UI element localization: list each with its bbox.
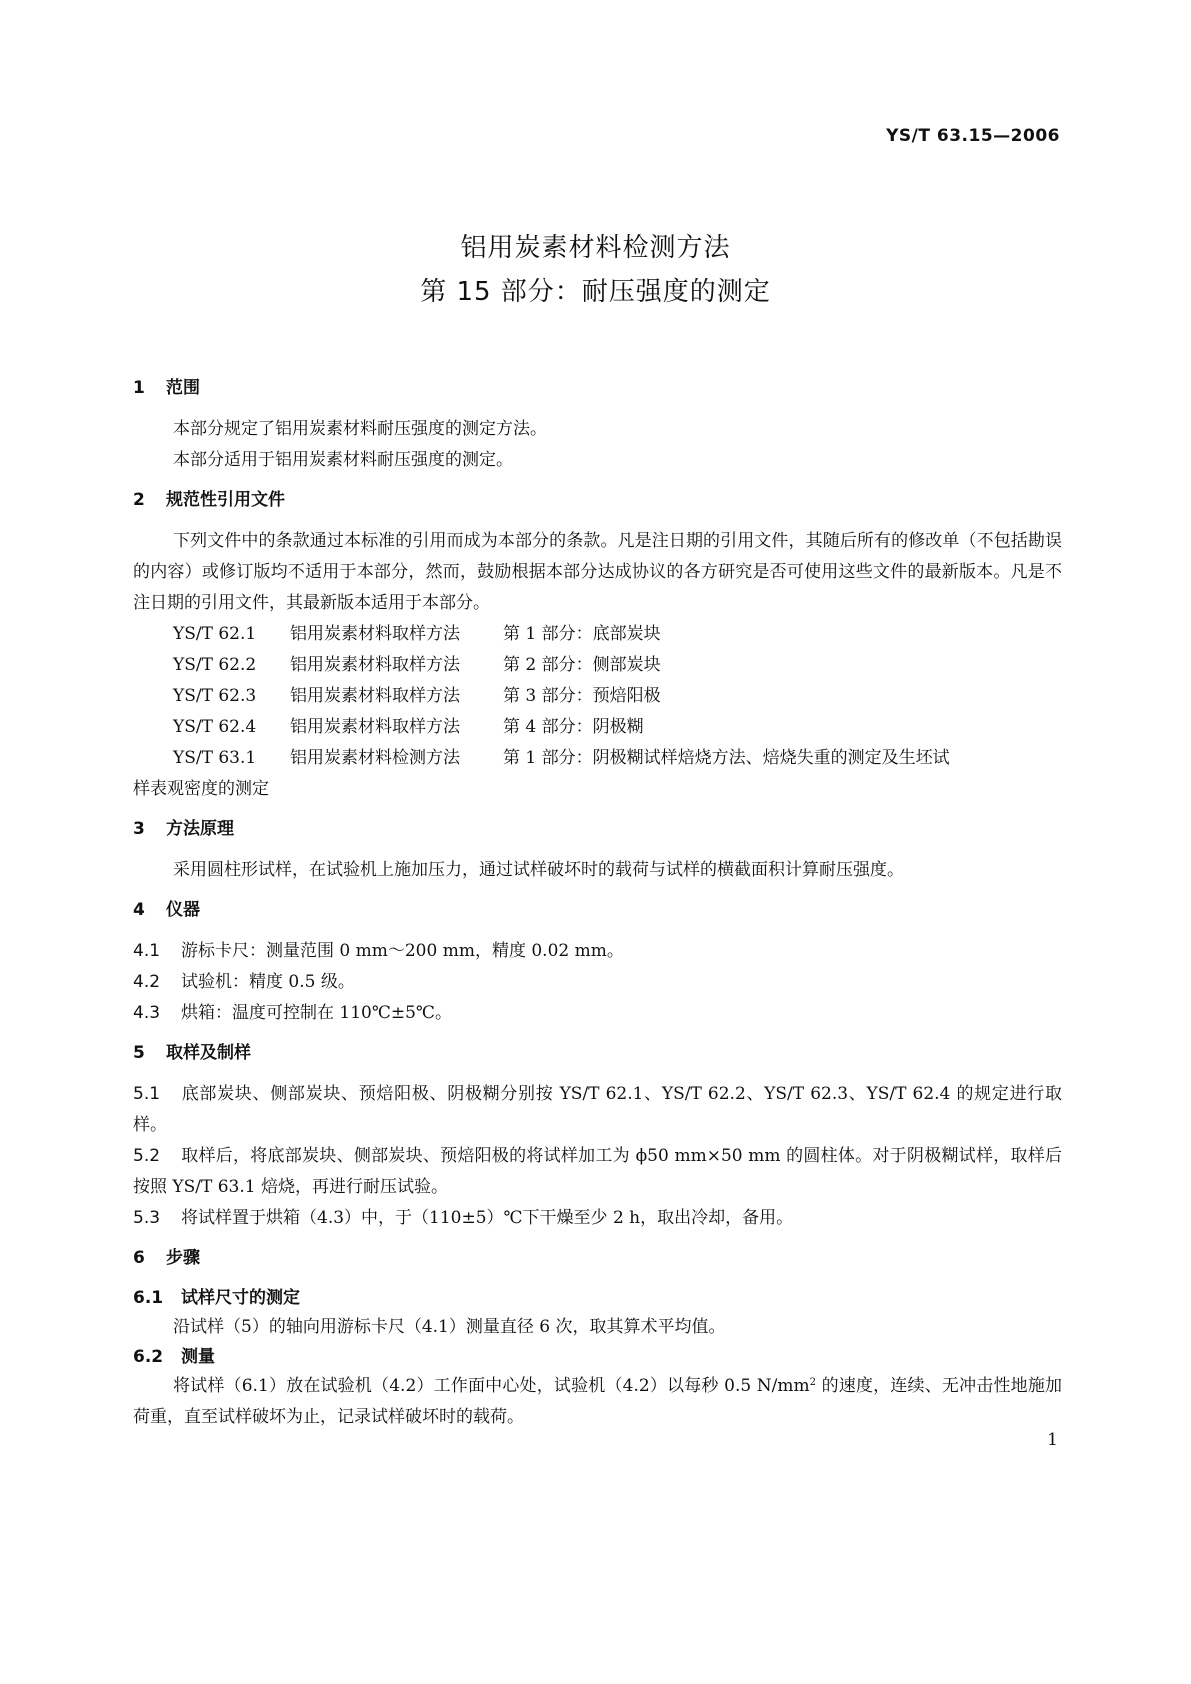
reference-code: YS/T 63.1 [173,748,257,768]
paragraph: 本部分适用于铝用炭素材料耐压强度的测定。 [173,450,513,470]
clause-text: 试验机：精度 0.5 级。 [181,972,355,992]
section-number: 4 [133,900,145,920]
section-number: 3 [133,819,145,839]
reference-item [133,650,1062,681]
reference-item [133,712,1062,743]
document-title [0,226,1191,314]
section-title: 仪器 [166,900,200,920]
page-number: 1 [1047,1430,1058,1450]
clause-item [133,1079,1062,1141]
superscript: 2 [809,1377,817,1388]
clause-text: 烘箱：温度可控制在 110℃±5℃。 [181,1003,452,1023]
section-number: 1 [133,378,145,398]
clause-number: 4.1 [133,941,161,961]
paragraph [133,1371,1062,1433]
reference-code: YS/T 62.4 [173,717,257,737]
clause-text: 将试样置于烘箱（4.3）中，于（110±5）℃下干燥至少 2 h，取出冷却，备用。 [181,1208,794,1228]
clause-text: 游标卡尺：测量范围 0 mm～200 mm，精度 0.02 mm。 [181,941,624,961]
clause-item [133,1141,1062,1203]
reference-name: 铝用炭素材料取样方法 [290,655,460,675]
clause-number: 4.2 [133,972,161,992]
section-title: 步骤 [166,1248,200,1268]
title-line-1: 铝用炭素材料检测方法 [460,233,731,263]
reference-name: 铝用炭素材料取样方法 [290,717,460,737]
reference-name: 铝用炭素材料检测方法 [290,748,460,768]
reference-item [133,743,1062,774]
reference-item [133,681,1062,712]
clause-item [133,936,1062,967]
paragraph: 沿试样（5）的轴向用游标卡尺（4.1）测量直径 6 次，取其算术平均值。 [173,1317,726,1337]
subsection-title: 测量 [181,1347,215,1367]
section-title: 规范性引用文件 [166,490,285,510]
section-5-heading [133,1041,1062,1065]
reference-name: 铝用炭素材料取样方法 [290,624,460,644]
section-title: 范围 [166,378,200,398]
subsection-title: 试样尺寸的测定 [181,1288,300,1308]
text-run: 的速度，连续、无冲击性地施加荷重，直至试样破坏为止，记录试样破坏时的载荷。 [133,1376,1062,1427]
section-6-heading [133,1246,1062,1270]
paragraph: 下列文件中的条款通过本标准的引用而成为本部分的条款。凡是注日期的引用文件，其随后所有的修改单（不包括勘误的内容）或修订版均不适用于本部分，然而，鼓励根据本部分达成协议的各方研究是否可使用这些文件的最新版本。凡是不注日期的引用文件，其最新版本适用于本部分。 [133,531,1062,613]
clause-number: 5.2 [133,1146,161,1166]
section-title: 取样及制样 [166,1043,251,1063]
clause-item [133,967,1062,998]
section-title: 方法原理 [166,819,234,839]
reference-code: YS/T 62.2 [173,655,257,675]
clause-item [133,1203,1062,1234]
clause-item [133,998,1062,1029]
paragraph: 采用圆柱形试样，在试验机上施加压力，通过试样破坏时的载荷与试样的横截面积计算耐压强度。 [173,860,904,880]
reference-continuation: 样表观密度的测定 [133,779,269,799]
reference-part: 第 3 部分：预焙阳极 [503,686,661,706]
section-number: 5 [133,1043,145,1063]
subsection-6-2-heading [133,1343,1062,1371]
section-3-heading [133,817,1062,841]
reference-part: 第 4 部分：阴极糊 [503,717,644,737]
standard-number: YS/T 63.15—2006 [886,126,1060,146]
text-run: 将试样（6.1）放在试验机（4.2）工作面中心处，试验机（4.2）以每秒 0.5 N/mm [173,1376,810,1396]
reference-code: YS/T 62.3 [173,686,257,706]
reference-name: 铝用炭素材料取样方法 [290,686,460,706]
clause-number: 4.3 [133,1003,161,1023]
paragraph: 本部分规定了铝用炭素材料耐压强度的测定方法。 [173,419,547,439]
reference-part: 第 2 部分：侧部炭块 [503,655,661,675]
section-1-heading [133,376,1062,400]
clause-number: 5.3 [133,1208,161,1228]
section-4-heading [133,898,1062,922]
title-line-2: 第 15 部分：耐压强度的测定 [420,277,771,307]
clause-text: 底部炭块、侧部炭块、预焙阳极、阴极糊分别按 YS/T 62.1、YS/T 62.2、YS/T 62.3、YS/T 62.4 的规定进行取样。 [133,1084,1062,1135]
subsection-number: 6.1 [133,1288,164,1308]
clause-text: 取样后，将底部炭块、侧部炭块、预焙阳极的将试样加工为 ϕ50 mm×50 mm 的圆柱体。对于阴极糊试样，取样后按照 YS/T 63.1 焙烧，再进行耐压试验。 [133,1146,1062,1197]
document-body [133,376,1062,1433]
subsection-6-1-heading [133,1284,1062,1312]
clause-number: 5.1 [133,1084,161,1104]
section-number: 2 [133,490,145,510]
reference-part: 第 1 部分：底部炭块 [503,624,661,644]
reference-code: YS/T 62.1 [173,624,257,644]
reference-part: 第 1 部分：阴极糊试样焙烧方法、焙烧失重的测定及生坯试 [503,748,950,768]
reference-item [133,619,1062,650]
section-2-heading [133,488,1062,512]
section-number: 6 [133,1248,145,1268]
subsection-number: 6.2 [133,1347,164,1367]
